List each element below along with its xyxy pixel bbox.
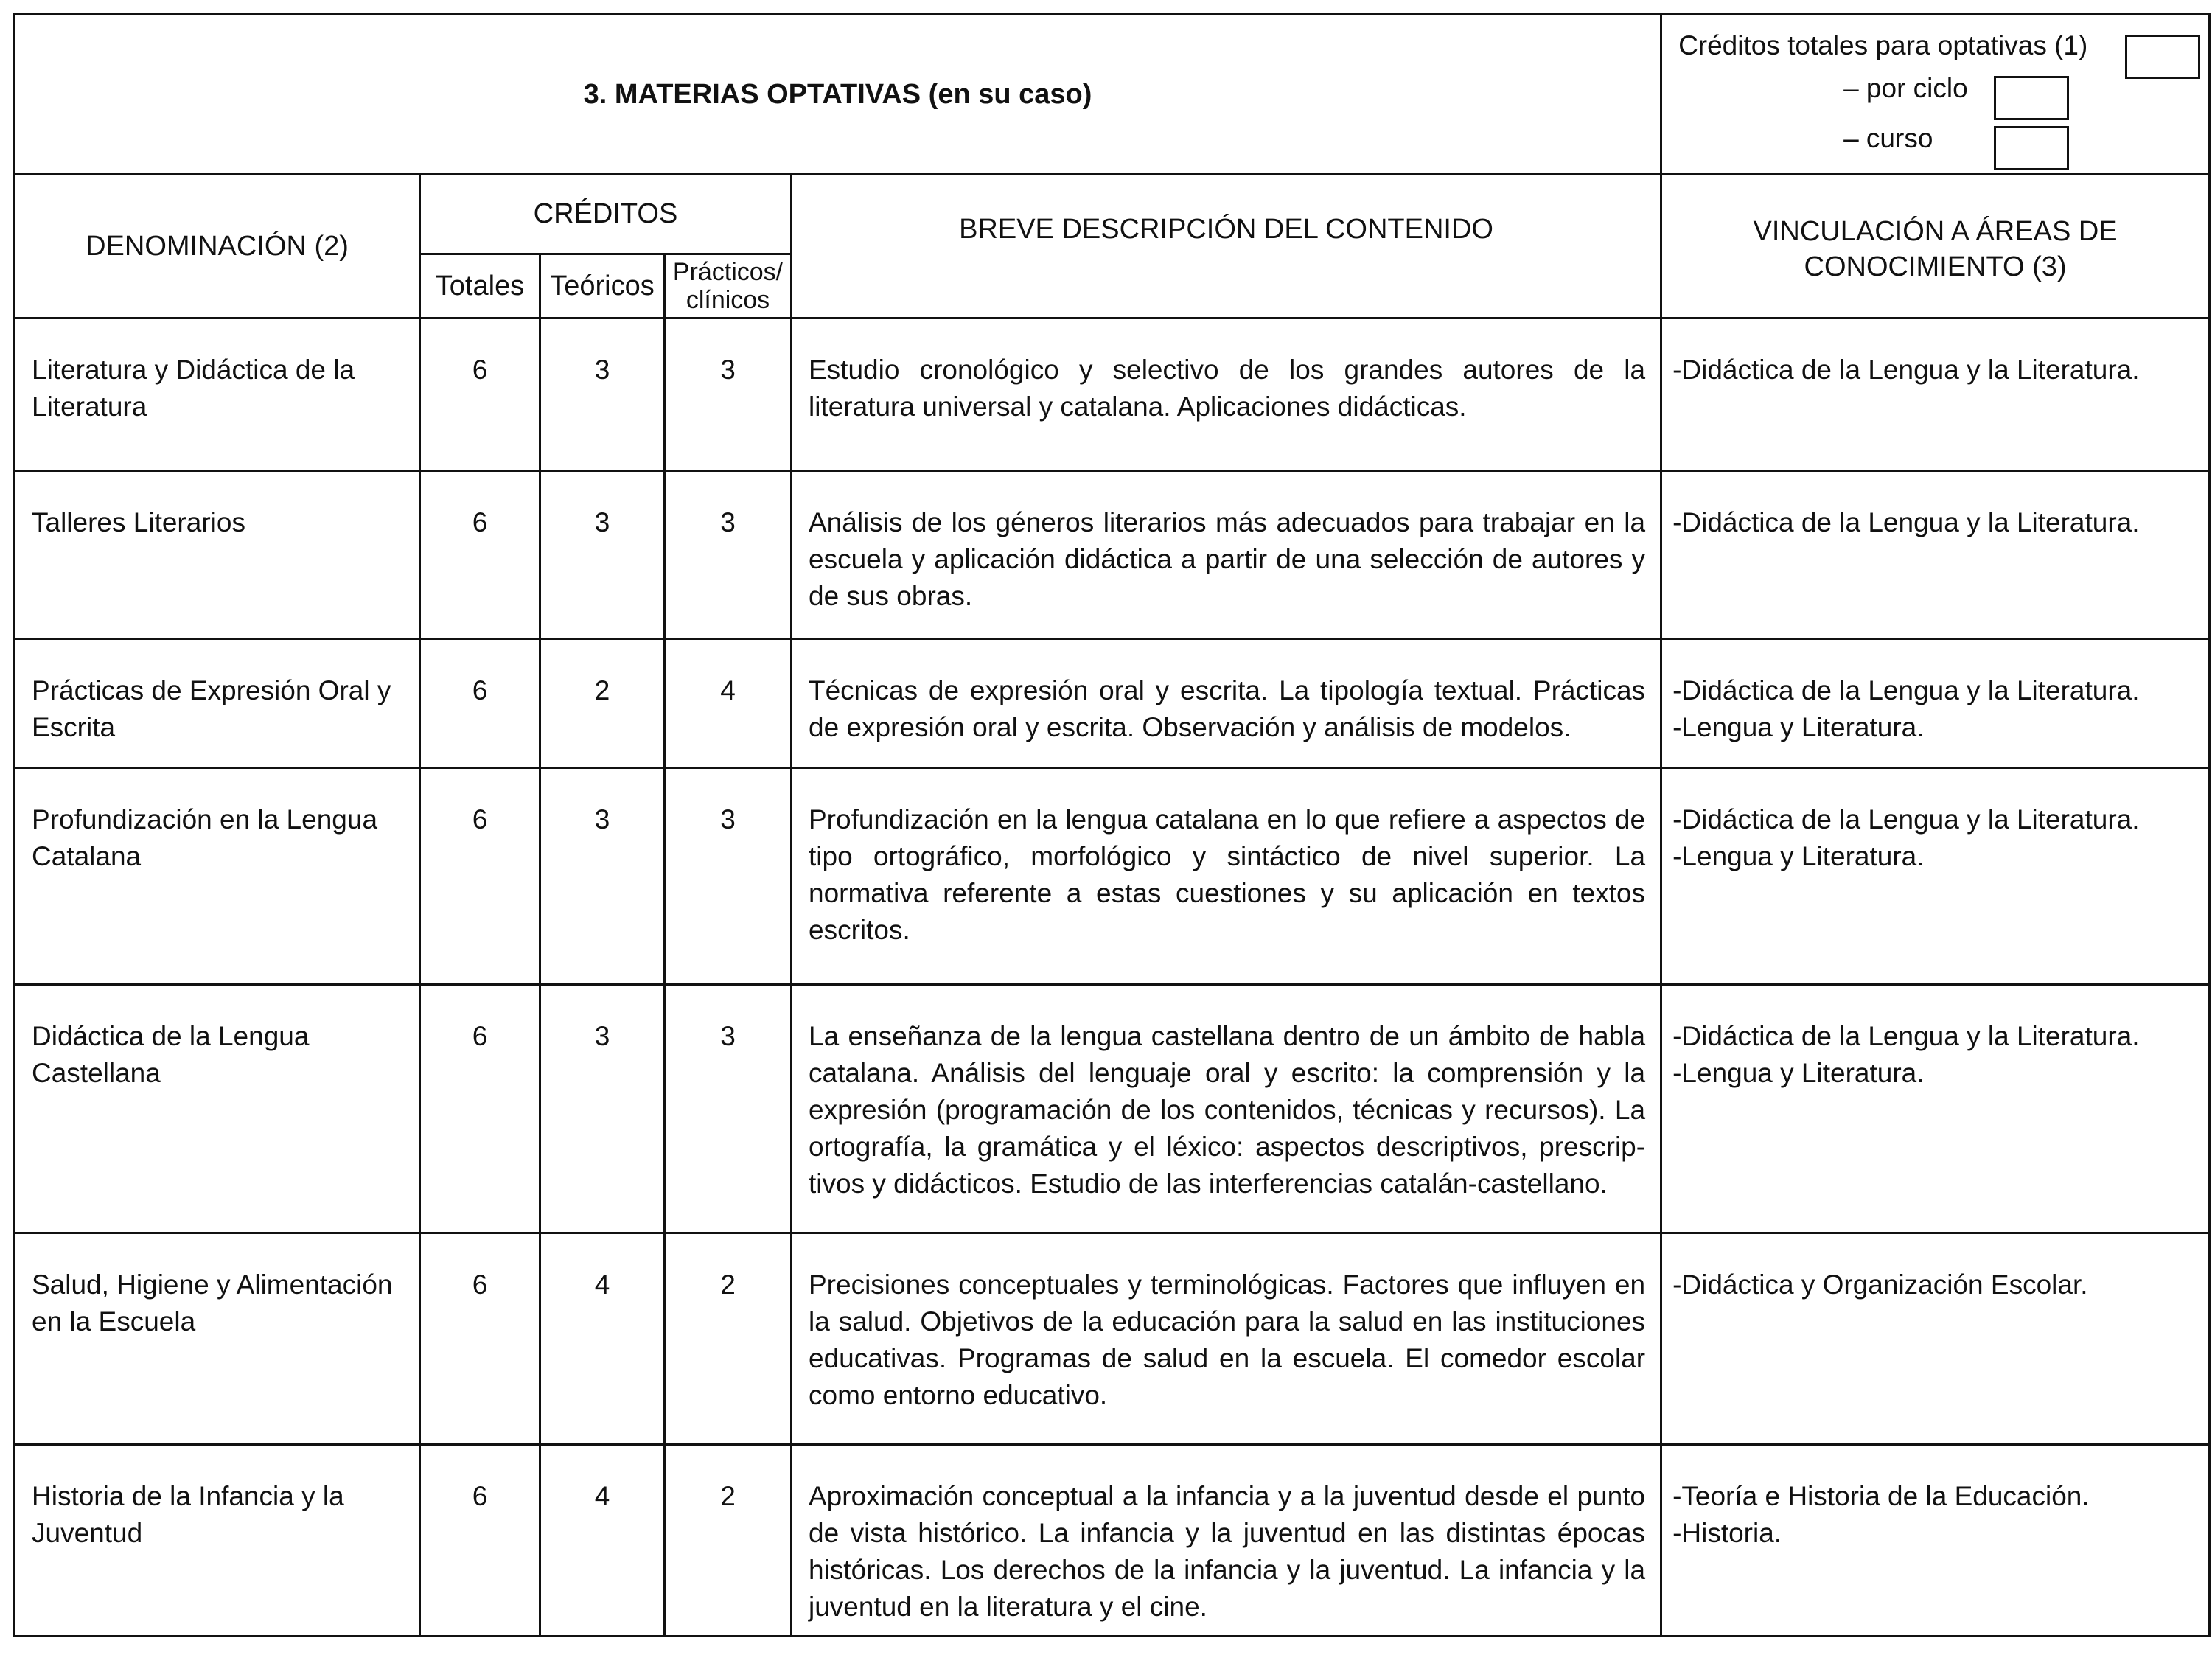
- knowledge-area: -Lengua y Literatura.: [1672, 1058, 1925, 1088]
- col-header-descripcion-text: BREVE DESCRIPCIÓN DEL CONTENIDO: [959, 214, 1493, 245]
- credits-total: 6: [420, 1233, 540, 1445]
- col-header-descripcion: [792, 175, 1661, 318]
- knowledge-areas: [1661, 471, 2210, 639]
- per-cycle-label: – por ciclo: [1843, 73, 1968, 103]
- knowledge-areas: [1661, 768, 2210, 985]
- credits-practice: 2: [665, 1233, 792, 1445]
- col-header-teoricos-text: Teóricos: [550, 270, 655, 302]
- col-header-practicos-line1: Prácticos/: [672, 258, 784, 286]
- col-header-vinculacion-line2: CONOCIMIENTO (3): [1804, 251, 2067, 282]
- optativas-form: [13, 13, 2208, 1656]
- knowledge-area: -Lengua y Literatura.: [1672, 712, 1925, 742]
- course-label: – curso: [1843, 123, 1933, 153]
- col-header-totales-text: Totales: [435, 270, 525, 302]
- col-header-denominacion: [15, 175, 420, 318]
- knowledge-areas: [1661, 639, 2210, 768]
- col-header-teoricos: [540, 254, 665, 318]
- credits-total: 6: [420, 1445, 540, 1637]
- credits-practice: 3: [665, 768, 792, 985]
- knowledge-area: -Didáctica y Organización Escolar.: [1672, 1269, 2088, 1300]
- knowledge-areas: [1661, 1233, 2210, 1445]
- subject-name: Historia de la Infancia y la Juventud: [15, 1445, 420, 1637]
- knowledge-areas: [1661, 1445, 2210, 1637]
- subject-description: Profundización en la lengua catalana en lo que refiere a aspectos de tipo ortográfico, morfológico y sintáctico de nivel superior. La normativa referente a estas cuestiones y su aplicación en textos escritos.: [792, 768, 1661, 985]
- materias-optativas-table: [13, 13, 2211, 1637]
- knowledge-area: -Didáctica de la Lengua y la Literatura.: [1672, 507, 2140, 537]
- credits-practice: 3: [665, 318, 792, 471]
- knowledge-area: -Didáctica de la Lengua y la Literatura.: [1672, 1021, 2140, 1051]
- per-cycle-box[interactable]: [1994, 76, 2069, 120]
- total-credits-box[interactable]: [2125, 35, 2200, 79]
- credits-theory: 3: [540, 471, 665, 639]
- credits-practice: 4: [665, 639, 792, 768]
- table-row: [15, 639, 2210, 768]
- credits-theory: 3: [540, 985, 665, 1233]
- subject-description: Análisis de los géneros literarios más adecuados para trabajar en la escuela y aplicación didáctica a partir de una selección de autores y de sus obras.: [792, 471, 1661, 639]
- col-header-practicos: [665, 254, 792, 318]
- subject-name: Prácticas de Expresión Oral y Escrita: [15, 639, 420, 768]
- credits-total: 6: [420, 318, 540, 471]
- col-header-vinculacion-line1: VINCULACIÓN A ÁREAS DE: [1753, 216, 2118, 247]
- table-row: [15, 768, 2210, 985]
- subject-name: Literatura y Didáctica de la Literatura: [15, 318, 420, 471]
- credits-practice: 3: [665, 471, 792, 639]
- subject-description: Aproximación conceptual a la infancia y a la juventud desde el punto de vista histórico. La infancia y la juventud en las distintas épocas históricas. Los derechos de la infancia y la juventud. La infancia y la juventud en la literatura y el cine.: [792, 1445, 1661, 1637]
- credits-practice: 3: [665, 985, 792, 1233]
- credits-total: 6: [420, 471, 540, 639]
- subject-description: Precisiones conceptuales y terminológicas. Factores que influyen en la salud. Objetivos de la educación para la salud en las instituciones educativas. Programas de salud en la escuela. El comedor escolar como entorno educativo.: [792, 1233, 1661, 1445]
- section-title-text: 3. MATERIAS OPTATIVAS (en su caso): [583, 78, 1092, 110]
- subject-name: Profundización en la Lengua Catalana: [15, 768, 420, 985]
- total-credits-label: Créditos totales para optativas (1): [1678, 30, 2088, 60]
- col-header-creditos-text: CRÉDITOS: [533, 198, 678, 229]
- knowledge-area: -Didáctica de la Lengua y la Literatura.: [1672, 675, 2140, 705]
- credits-theory: 3: [540, 318, 665, 471]
- subject-description: Estudio cronológico y selectivo de los grandes autores de la literatura universal y catalana. Aplicaciones didácticas.: [792, 318, 1661, 471]
- credits-total: 6: [420, 768, 540, 985]
- credits-theory: 4: [540, 1233, 665, 1445]
- subject-description: Técnicas de expresión oral y escrita. La tipología textual. Prácticas de expresión oral y escrita. Observación y análisis de modelos.: [792, 639, 1661, 768]
- knowledge-areas: [1661, 985, 2210, 1233]
- subject-name: Didáctica de la Lengua Castellana: [15, 985, 420, 1233]
- section-title: [15, 15, 1661, 175]
- course-box[interactable]: [1994, 126, 2069, 170]
- col-header-denominacion-text: DENOMINACIÓN (2): [86, 230, 349, 262]
- credits-theory: 4: [540, 1445, 665, 1637]
- table-row: [15, 1233, 2210, 1445]
- knowledge-areas: [1661, 318, 2210, 471]
- col-header-practicos-line2: clínicos: [685, 286, 770, 314]
- col-header-vinculacion: [1661, 175, 2210, 318]
- knowledge-area: -Historia.: [1672, 1518, 1782, 1548]
- knowledge-area: -Lengua y Literatura.: [1672, 841, 1925, 871]
- col-header-creditos: [420, 175, 792, 254]
- table-row: [15, 318, 2210, 471]
- col-header-totales: [420, 254, 540, 318]
- credits-total: 6: [420, 985, 540, 1233]
- credits-total: 6: [420, 639, 540, 768]
- subject-description: La enseñanza de la lengua castellana dentro de un ámbito de habla catalana. Análisis del lenguaje oral y escrito: la comprensión y la expresión (programación de los contenidos, técnicas y recursos). La ortografía, la gramática y el léxico: aspectos descriptivos, prescrip-tivos y didácticos. Estudio de las interferencias catalán-castellano.: [792, 985, 1661, 1233]
- knowledge-area: -Didáctica de la Lengua y la Literatura.: [1672, 804, 2140, 834]
- credits-practice: 2: [665, 1445, 792, 1637]
- table-row: [15, 1445, 2210, 1637]
- credits-theory: 3: [540, 768, 665, 985]
- table-row: [15, 471, 2210, 639]
- subject-name: Talleres Literarios: [15, 471, 420, 639]
- credits-totals-panel: [1661, 15, 2210, 175]
- knowledge-area: -Didáctica de la Lengua y la Literatura.: [1672, 355, 2140, 385]
- subject-name: Salud, Higiene y Alimentación en la Escuela: [15, 1233, 420, 1445]
- table-row: [15, 985, 2210, 1233]
- knowledge-area: -Teoría e Historia de la Educación.: [1672, 1481, 2090, 1511]
- credits-theory: 2: [540, 639, 665, 768]
